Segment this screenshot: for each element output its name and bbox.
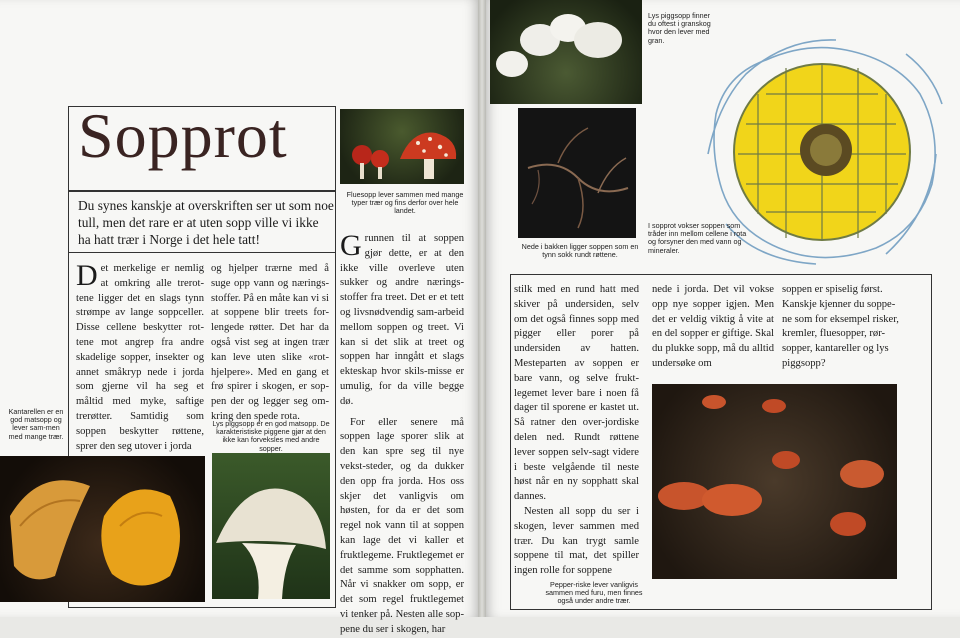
body-column-4 (514, 283, 639, 579)
peppery-milkcap-illustration (652, 384, 897, 579)
body-column-2 (211, 262, 329, 425)
caption-pepperriske: Pepper-riske lever vanligvis sammen med furu, men finnes også under andre trær. (545, 580, 643, 606)
chanterelle-photo (0, 456, 205, 602)
caption-fluesopp: Fluesopp lever sammen med mange typer trær og fins derfor over hele landet. (346, 190, 464, 216)
fly-agaric-photo (340, 109, 464, 184)
mycorrhiza-roots-photo (518, 108, 636, 238)
lys-piggsopp-cluster-illustration (490, 0, 642, 104)
drop-cap: D (76, 259, 98, 292)
lead-paragraph: Du synes kanskje at overskriften ser ut som noe tull, men det rare er at uten sopp ville vi ikke ha hatt trær i Norge i det hele tatt! (78, 198, 334, 247)
drop-cap: G (340, 229, 362, 262)
caption-diagram: I sopprot vokser soppen som tråder inn mellom cellene i rota og forsyner den med vann og mineraler. (648, 221, 747, 255)
column-2-text: og hjelper trærne med å suge opp vann og nærings-stoffer. På en måte kan vi si at soppene blir treets for-lengede røtter. Det har da også vist seg at ingen trær kan leve uten slike «rot-hjelpere». Med en gang et frø spirer i skogen, er sop-pen der og legger seg om-kring den spede rota. (211, 263, 329, 422)
column-5-text: nede i jorda. Det vil vokse opp nye sopper igjen. Men det er veldig viktig å vite at en del sopper er giftige. Skal du plukke sopp, må du alltid undersøke om (652, 284, 774, 369)
chanterelle-illustration (0, 456, 205, 602)
caption-roots: Nede i bakken ligger soppen som en tynn sokk rundt røttene. (521, 242, 639, 260)
lys-piggsopp-top-photo (490, 0, 642, 104)
caption-kantarell: Kantarellen er en god matsopp og lever sam-men med mange trær. (8, 407, 64, 441)
caption-lys-piggsopp: Lys piggsopp finner du oftest i granskog hvor den lever med gran. (648, 11, 711, 45)
body-column-6 (782, 283, 902, 372)
column-6-text: soppen er spiselig først. Kanskje kjenner du soppe-ne som for eksempel risker, kremler, fluesopper, rør-sopper, kantareller og lys piggsopp? (782, 284, 899, 369)
body-column-3 (340, 229, 464, 638)
hedgehog-mushroom-photo (212, 453, 330, 599)
column-4-text-2: Nesten all sopp du ser i skogen, lever sammen med trær. Du kan trygt samle soppene til mat, det spiller ingen rolle for soppene (514, 505, 639, 577)
column-3-text: runnen til at soppen gjør dette, er at den ikke ville overleve uten sukker og andre nærings-stoffer fra treet. Det er et tett og livsnødvendig sam-arbeid mellom soppen og treet. Vi kan si det slik at treet og soppen har inngått et slags ekteskap hvor skils-misse er umulig, for da ville begge dø. (340, 233, 464, 407)
body-column-1 (76, 259, 204, 454)
book-gutter (478, 0, 486, 617)
column-3-text-2: For eller senere må soppen lage sporer slik at den kan spre seg til nye vekst-steder, og da dukker den opp fra jorda. Hos oss skjer det vanligvis om høsten, for da er det som regel nok vann til at soppen kan lage det vi kaller et fruktlegeme. Fruktlegemet er det samme som sopphatten. Når vi snakker om sopp, er det som regel fruktlegemet vi tenker på. Nesten alle sop-pene du ser i skogen, har (340, 416, 464, 635)
body-column-5 (652, 283, 774, 372)
caption-piggsopp: Lys piggsopp er en god matsopp. De karakteristiske piggene gjør at den ikke kan forveksles med andre sopper. (212, 419, 330, 453)
peppery-milkcap-photo (652, 384, 897, 579)
fly-agaric-illustration (340, 109, 464, 184)
hedgehog-mushroom-illustration (212, 453, 330, 599)
column-4-text: stilk med en rund hatt med skiver på undersiden, selv om det også finnes sopp med pigger eller porer på undersiden av hatten. Mesteparten av soppen er bare vann, og selve frukt-legemet lever bare i noen få dager til sporene er kastet ut. Så ratner den over-jordiske delen ned. Rundt røttene lever soppen selv-sagt videre i beste velgående til neste høst når en ny sopphatt skal dannes. (514, 284, 639, 503)
page-title: Sopprot (78, 100, 288, 171)
roots-illustration (518, 108, 636, 238)
column-1-text: et merkelige er nemlig at omkring alle trerot-tene ligger det en slags tynn strømpe av lange soppceller. Disse cellene beskytter rot-tene mot angrep fra andre skadelige sopper, insekter og annet småkryp nede i jorda som gjerne vil ha seg et måltid med myke, saftige trerøtter. Samtidig som soppen beskytter røttene, sprer den seg utover i jorda (76, 263, 204, 452)
